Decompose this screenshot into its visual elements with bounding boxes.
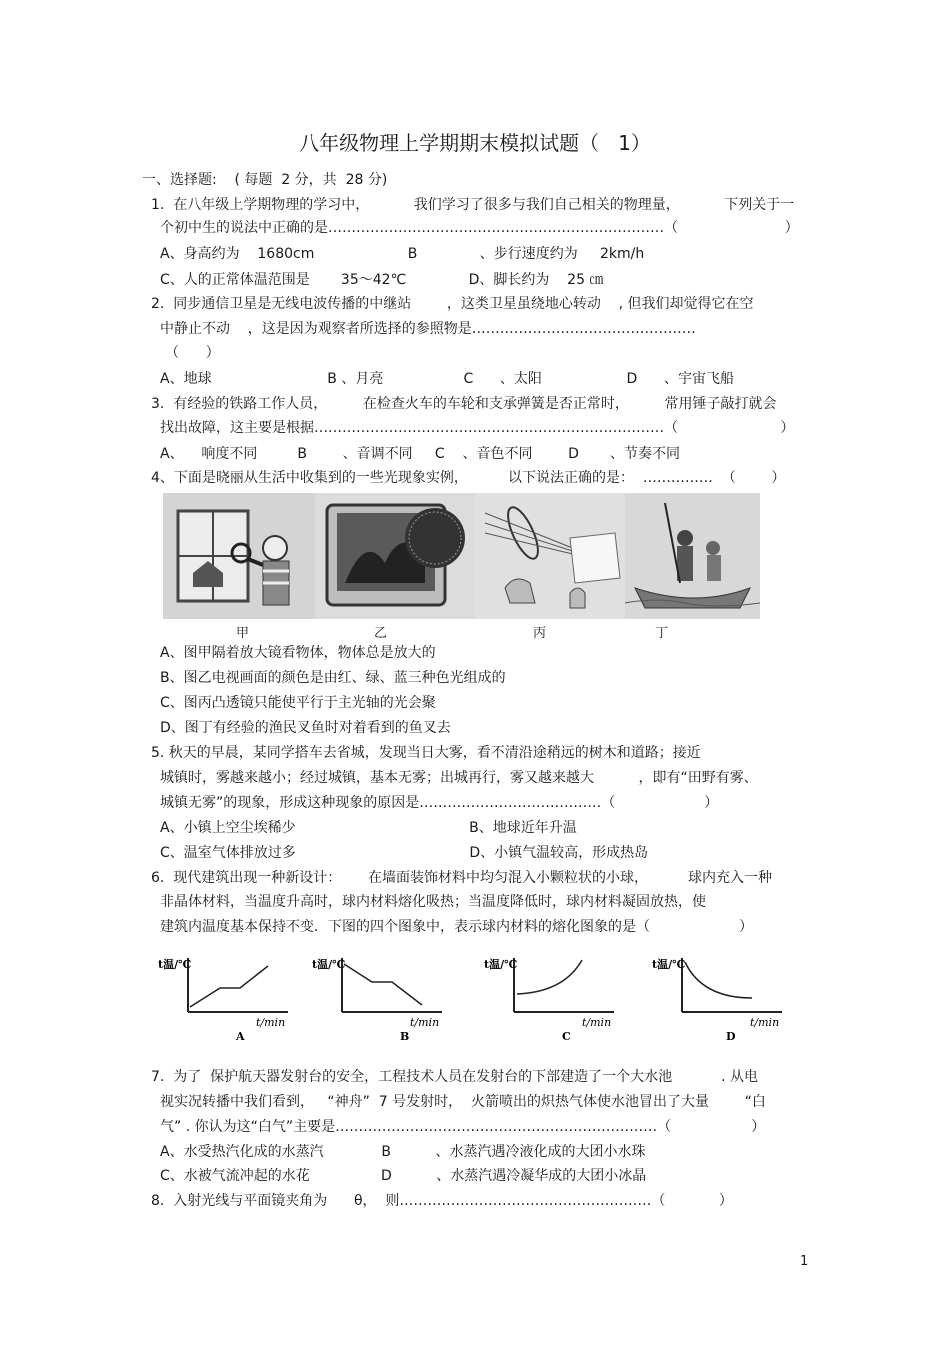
q3-line-2: 找出故障，这主要是根据…………………………………………………………………（ ） xyxy=(160,420,795,436)
graph-c-label: C xyxy=(562,1030,571,1042)
graph-c-ylabel: t温/℃ xyxy=(484,958,518,971)
graph-b xyxy=(312,950,452,1042)
section-heading: 一、选择题: ( 每题 2 分，共 28 分) xyxy=(142,172,388,188)
page-title: 八年级物理上学期期末模拟试题（ 1） xyxy=(299,131,651,155)
q7-option-ab: A、水受热汽化成的水蒸汽 B 、水蒸汽遇冷液化成的大团小水珠 xyxy=(160,1144,646,1160)
caption-ding: 丁 xyxy=(655,626,669,641)
graph-b-ylabel: t温/℃ xyxy=(312,958,346,971)
graph-b-xlabel: t/min xyxy=(410,1016,440,1029)
q5-option-ab: A、小镇上空尘埃稀少 B、地球近年升温 xyxy=(160,820,577,836)
q6-line-3: 建筑内温度基本保持不变．下图的四个图象中，表示球内材料的熔化图象的是（ ） xyxy=(160,919,754,935)
photo-magnifier xyxy=(163,493,315,619)
graph-a-ylabel: t温/℃ xyxy=(158,958,192,971)
q3-line-1: 3. 有经验的铁路工作人员， 在检查火车的车轮和支承弹簧是否正常时， 常用锤子敲打就会 xyxy=(151,396,777,412)
q1-option-cd: C、人的正常体温范围是 35～42℃ D、脚长约为 25 ㎝ xyxy=(160,272,604,288)
q4-option-a: A、图甲隔着放大镜看物体，物体总是放大的 xyxy=(160,645,436,661)
q7-option-cd: C、水被气流冲起的水花 D 、水蒸汽遇冷凝华成的大团小冰晶 xyxy=(160,1168,647,1184)
q7-line-1: 7. 为了 保护航天器发射台的安全，工程技术人员在发射台的下部建造了一个大水池 . 从电 xyxy=(151,1069,759,1085)
q4-line-1: 4、下面是晓丽从生活中收集到的一些光现象实例， 以下说法正确的是： …………… （ ） xyxy=(151,470,786,486)
graph-a xyxy=(158,950,298,1042)
q7-line-3: 气” . 你认为这“白气”主要是……………………………………………………………（ ） xyxy=(160,1119,766,1135)
caption-bing: 丙 xyxy=(533,626,547,641)
q2-options: A、地球 B 、月亮 C 、太阳 D 、宇宙飞船 xyxy=(160,371,734,387)
photo-lens xyxy=(475,493,625,619)
q2-line-1: 2. 同步通信卫星是无线电波传播的中继站 ，这类卫星虽绕地心转动 , 但我们却觉得它在空 xyxy=(151,296,754,312)
photo-tv xyxy=(315,493,475,619)
q5-line-1: 5. 秋天的早晨，某同学搭车去省城，发现当日大雾，看不清沿途稍远的树木和道路；接近 xyxy=(151,745,701,761)
graph-d-label: D xyxy=(726,1030,736,1042)
caption-jia: 甲 xyxy=(236,626,250,641)
page-number: 1 xyxy=(800,1254,809,1269)
graph-d-ylabel: t温/℃ xyxy=(652,958,686,971)
photo-fisherman xyxy=(625,493,760,619)
q1-line-1: 1. 在八年级上学期物理的学习中， 我们学习了很多与我们自己相关的物理量， 下列关于一 xyxy=(151,197,795,213)
caption-yi: 乙 xyxy=(374,626,388,641)
graph-c xyxy=(484,950,624,1042)
q6-line-2: 非晶体材料，当温度升高时，球内材料熔化吸热；当温度降低时，球内材料凝固放热，使 xyxy=(160,894,706,910)
q5-option-cd: C、温室气体排放过多 D、小镇气温较高，形成热岛 xyxy=(160,845,649,861)
q5-line-2: 城镇时，雾越来越小；经过城镇，基本无雾；出城再行，雾又越来越大 ，即有“田野有雾、 xyxy=(160,770,758,786)
graph-a-xlabel: t/min xyxy=(256,1016,286,1029)
graph-b-label: B xyxy=(400,1030,410,1042)
q6-line-1: 6. 现代建筑出现一种新设计： 在墙面装饰材料中均匀混入小颗粒状的小球， 球内充入一种 xyxy=(151,870,773,886)
q2-line-3: （ ） xyxy=(165,345,220,361)
q1-option-ab: A、身高约为 1680cm B 、步行速度约为 2km/h xyxy=(160,246,645,262)
graph-d-xlabel: t/min xyxy=(750,1016,780,1029)
q8-line-1: 8. 入射光线与平面镜夹角为 θ， 则………………………………………………（ ） xyxy=(151,1193,733,1209)
q4-option-d: D、图丁有经验的渔民叉鱼时对着看到的鱼叉去 xyxy=(160,720,451,736)
q4-option-b: B、图乙电视画面的颜色是由红、绿、蓝三种色光组成的 xyxy=(160,670,506,686)
graph-d xyxy=(652,950,792,1042)
q4-option-c: C、图丙凸透镜只能使平行于主光轴的光会聚 xyxy=(160,695,436,711)
q7-line-2: 视实况转播中我们看到， “神舟” 7 号发射时， 火箭喷出的炽热气体使水池冒出了大量 “白 xyxy=(160,1094,766,1110)
q1-line-2: 个初中生的说法中正确的是………………………………………………………………（ ） xyxy=(160,220,799,236)
graph-c-xlabel: t/min xyxy=(582,1016,612,1029)
q2-line-2: 中静止不动 ，这是因为观察者所选择的参照物是………………………………………… xyxy=(160,321,696,337)
graph-a-label: A xyxy=(236,1030,245,1042)
q5-line-3: 城镇无雾”的现象，形成这种现象的原因是…………………………………（ ） xyxy=(160,795,719,811)
q3-options: A、 响度不同 B 、音调不同 C 、音色不同 D 、节奏不同 xyxy=(160,446,680,462)
